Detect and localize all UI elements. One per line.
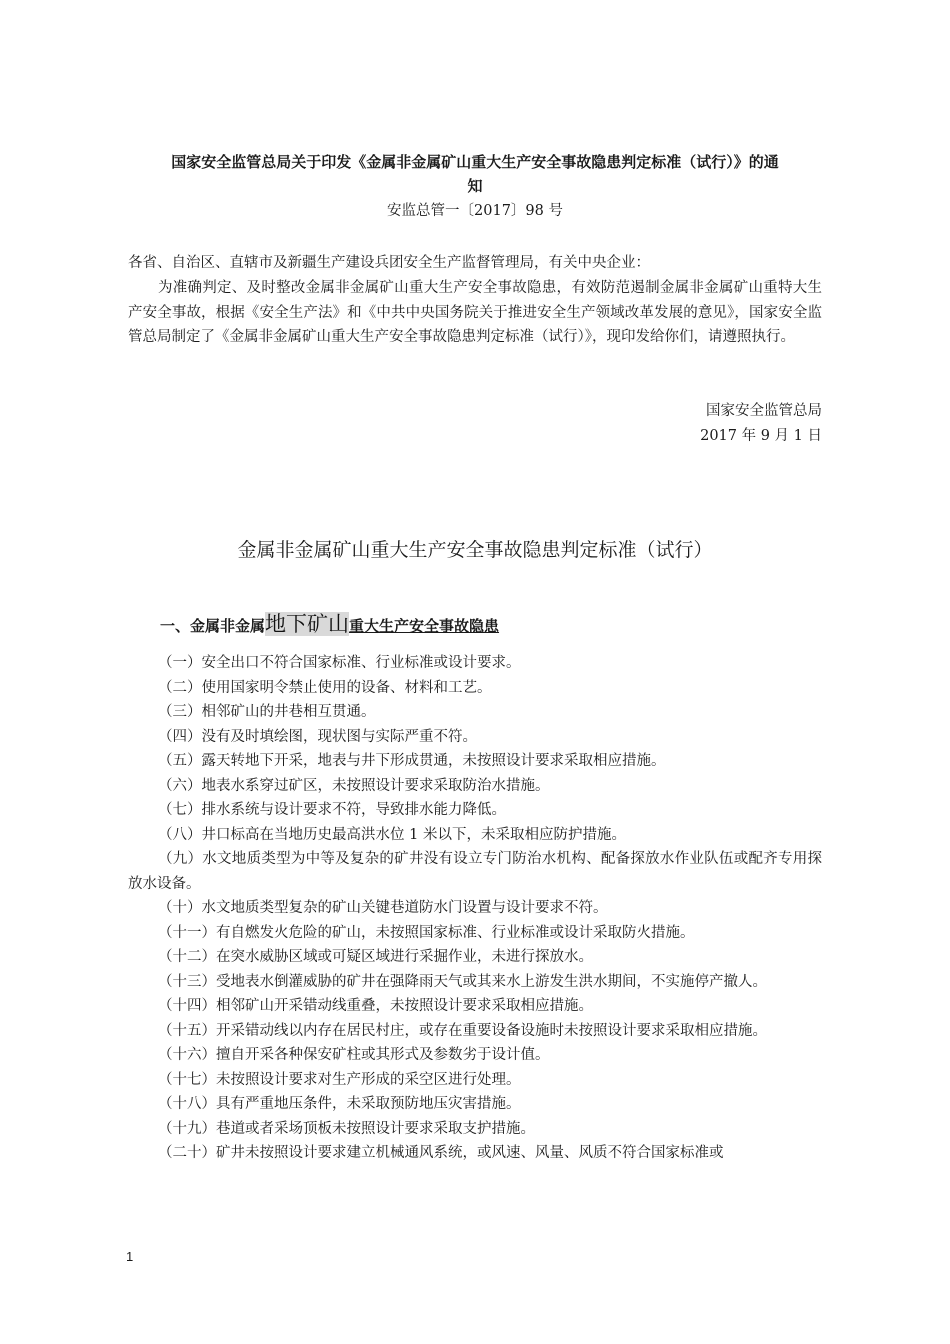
notice-title — [128, 150, 822, 198]
hazard-item: （三）相邻矿山的井巷相互贯通。 — [158, 704, 376, 720]
notice-title-line-1: 国家安全监管总局关于印发《金属非金属矿山重大生产安全事故隐患判定标准（试行）》的通 — [171, 153, 779, 171]
hazard-item: （十五）开采错动线以内存在居民村庄，或存在重要设备设施时未按照设计要求采取相应措施。 — [158, 1022, 767, 1039]
signature-organization: 国家安全监管总局 — [706, 403, 822, 419]
hazard-item: （一）安全出口不符合国家标准、行业标准或设计要求。 — [158, 655, 521, 671]
hazard-item: （二十）矿井未按照设计要求建立机械通风系统，或风速、风量、风质不符合国家标准或 — [158, 1145, 724, 1161]
hazard-item: （二）使用国家明令禁止使用的设备、材料和工艺。 — [158, 679, 492, 696]
section-1-heading-suffix: 重大生产安全事故隐患 — [349, 617, 500, 635]
hazard-item: （十九）巷道或者采场顶板未按照设计要求采取支护措施。 — [158, 1120, 535, 1137]
hazard-item: （五）露天转地下开采，地表与井下形成贯通，未按照设计要求采取相应措施。 — [158, 753, 666, 769]
section-1-heading-prefix: 一、金属非金属 — [160, 617, 266, 635]
hazard-item: （十四）相邻矿山开采错动线重叠，未按照设计要求采取相应措施。 — [158, 998, 593, 1014]
page-number: 1 — [126, 1249, 134, 1264]
standard-title: 金属非金属矿山重大生产安全事故隐患判定标准（试行） — [237, 539, 713, 561]
signature-date: 2017 年 9 月 1 日 — [700, 428, 822, 444]
hazard-item: （七）排水系统与设计要求不符，导致排水能力降低。 — [158, 802, 506, 818]
document-number: 安监总管一〔2017〕98 号 — [387, 203, 563, 219]
hazard-item: （九）水文地质类型为中等及复杂的矿井没有设立专门防治水机构、配备探放水作业队伍或配齐专用探放水设备。 — [128, 851, 822, 892]
hazard-item: （十八）具有严重地压条件，未采取预防地压灾害措施。 — [158, 1096, 521, 1112]
hazard-item: （六）地表水系穿过矿区，未按照设计要求采取防治水措施。 — [158, 777, 550, 794]
addressee: 各省、自治区、直辖市及新疆生产建设兵团安全生产监督管理局，有关中央企业： — [128, 255, 650, 271]
notice-title-line-2: 知 — [467, 177, 483, 195]
hazard-item: （八）井口标高在当地历史最高洪水位 1 米以下，未采取相应防护措施。 — [158, 826, 626, 843]
section-1-heading — [160, 610, 499, 640]
hazard-item: （四）没有及时填绘图，现状图与实际严重不符。 — [158, 728, 477, 745]
section-1-heading-highlight: 地下矿山 — [265, 612, 350, 636]
hazard-item: （十二）在突水威胁区域或可疑区域进行采掘作业，未进行探放水。 — [158, 949, 593, 965]
hazard-item: （十六）擅自开采各种保安矿柱或其形式及参数劣于设计值。 — [158, 1047, 550, 1063]
hazard-item: （十三）受地表水倒灌威胁的矿井在强降雨天气或其来水上游发生洪水期间，不实施停产撤人。 — [158, 973, 767, 990]
hazard-item: （十一）有自燃发火危险的矿山，未按照国家标准、行业标准或设计采取防火措施。 — [158, 924, 695, 941]
notice-body: 为准确判定、及时整改金属非金属矿山重大生产安全事故隐患，有效防范遏制金属非金属矿山重特大生产安全事故，根据《安全生产法》和《中共中央国务院关于推进安全生产领域改革发展的意见》，国家安全监管总局制定了《金属非金属矿山重大生产安全事故隐患判定标准（试行）》，现印发给你们，请遵照执行。 — [128, 280, 822, 345]
hazard-item: （十七）未按照设计要求对生产形成的采空区进行处理。 — [158, 1071, 521, 1088]
hazard-item-list — [128, 651, 822, 1166]
hazard-item: （十）水文地质类型复杂的矿山关键巷道防水门设置与设计要求不符。 — [158, 900, 608, 916]
